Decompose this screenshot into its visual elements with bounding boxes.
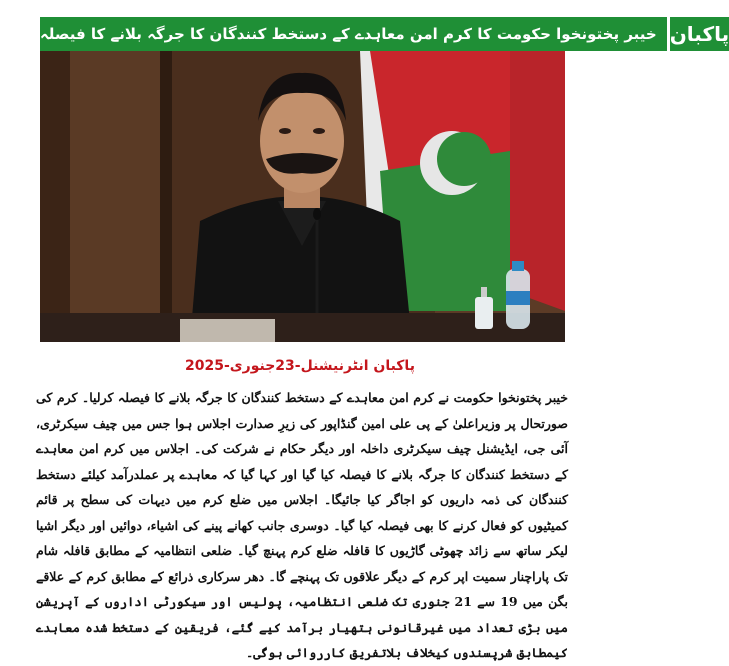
news-photo [40,51,565,342]
brand-logo: پاکبان [667,17,729,51]
water-bottle-icon [506,261,530,329]
header-banner [40,17,729,51]
papers-graphic [180,319,275,342]
dateline: پاکبان انٹرنیشنل-23جنوری-2025 [185,358,415,374]
article-body: خیبر پختونخوا حکومت نے کرم امن معاہدے کے دستخط کنندگان کا جرگہ بلانے کا فیصلہ کرلیا۔ کرم کی صورتحال پر وزیراعلیٰ کے پی علی امین گنڈاپور کی زیرِ صدارت اجلاس ہوا جس میں چیف سیکرٹری، آئی جی، ایڈیشنل چیف سیکرٹری داخلہ اور دیگر حکام نے شرکت کی۔ اجلاس میں کرم امن معاہدے کے دستخط کنندگان کا جرگہ بلانے کا فیصلہ کیا گیا اور کہا گیا کہ معاہدے پر عملدرآمد کیلئے دستخط کنندگان کی ذمہ داریوں کو اجاگر کیا جائیگا۔ اجلاس میں ضلع کرم میں دیہات کی سطح پر قائم کمیٹیوں کو فعال کرنے کا بھی فیصلہ کیا گیا۔ دوسری جانب کھانے پینے کی اشیاء، دوائیں اور دیگر اشیا لیکر ساتھ سے زائد چھوٹی گاڑیوں کا قافلہ ضلع کرم پہنچ گیا۔ ضلعی انتظامیہ کے مطابق قافلہ شام تک پاراچنار سمیت اپر کرم کے دیگر علاقوں تک پہنچے گا۔ دھر سرکاری ذرائع کے مطابق کرم کے علاقے بگن میں 19 سے 21 جنوری تک ضلعی انتظامیہ، پولیس اور سیکورٹی اداروں کے آپریشن میں بڑی تعداد میں غیرقانونی ہتھیار برآمد کیے گئے، فریقین کے دستخط شدہ معاہدے کیمطابق شرپسندوں کیخلاف بلاتفریق کارروائی ہوگی۔ [36,390,568,660]
headline: خیبر پختونخوا حکومت کا کرم امن معاہدے کے دستخط کنندگان کا جرگہ بلانے کا فیصلہ [40,17,667,51]
meeting-photo-illustration [40,51,565,342]
